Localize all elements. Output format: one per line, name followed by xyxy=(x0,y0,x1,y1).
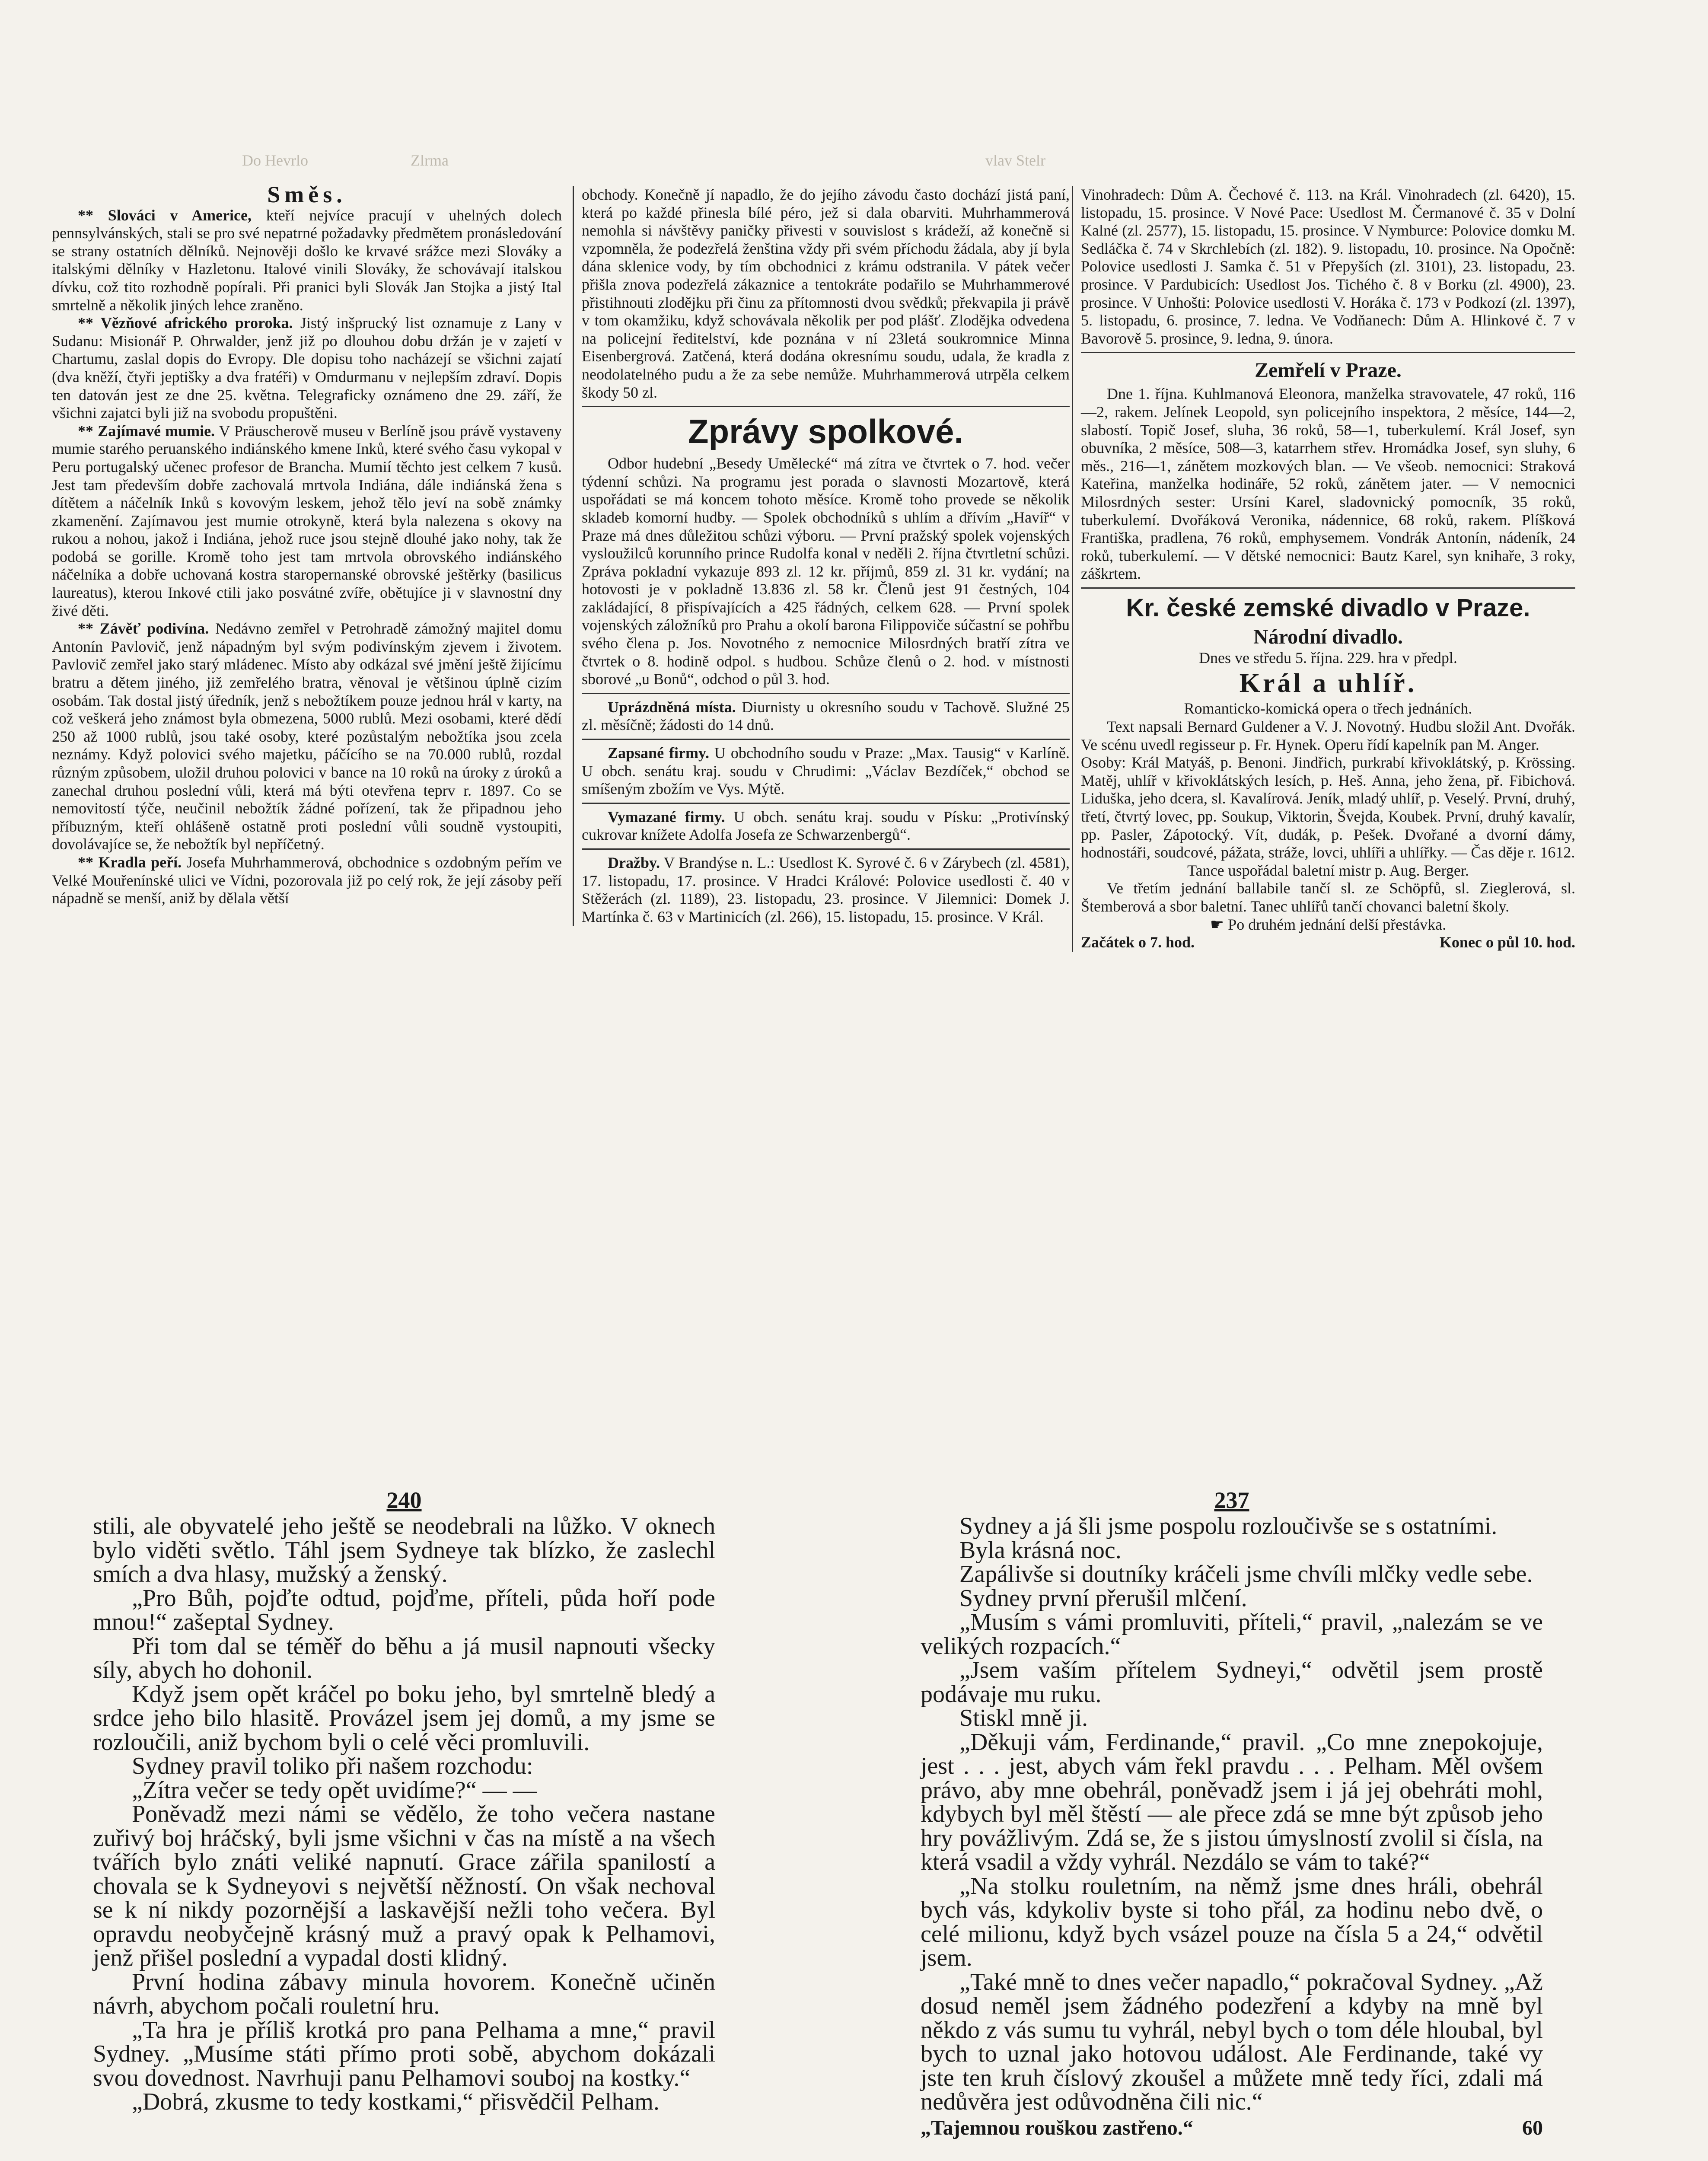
play-subtitle: Romanticko-komická opera o třech jednáních. xyxy=(1184,700,1472,717)
paragraph: „Děkuji vám, Ferdinande,“ pravil. „Co mne znepokojuje, jest . . . jest, abych vám řekl pravdu . . . Pelham. Měl ovšem právo, aby mne obehrál, poněvadž jsem i já jej obehráti mohl, kdybych byl měl štěstí — ale přece zdá se mne být způsob jeho hry povážlivým. Zdá se, že s jistou úmyslností zvolil si čísla, na která vsadil a vždy vyhrál. Nezdálo se vám to také?“ xyxy=(921,1728,1543,1875)
divider xyxy=(1081,352,1575,353)
section-title-spolkove: Zprávy spolkové. xyxy=(688,412,964,451)
footer-sheet-number: 60 xyxy=(1522,2116,1543,2139)
deaths-list: Dne 1. října. Kuhlmanová Eleonora, manželka stravovatele, 47 roků, 116—2, rakem. Jelínek Leopold, syn policejního inspektora, 2 měsíce, 144—2, slabostí. Topič Josef, sluha, 36 roků, 58—1, tuberkulemí. Král Josef, syn obuvníka, 2 měsíce, 508—3, katarrhem střev. Hromádka Josef, syn sluhy, 6 měs., 216—1, zánětem mozkových blan. — Ve všeob. nemocnici: Straková Kateřina, manželka hodináře, 52 roků, zánětem jater. — V nemocnici Milosrdných sester: Ursíni Karel, sladovnický pomocník, 35 roků, tuberkulemí. Dvořáková Veronika, nádennice, 68 roků, rakem. Plíšková Františka, pradlena, 76 roků, emphysemem. Vondrák Antonín, nádeník, 24 roků, tuberkulemí. — V dětské nemocnici: Bautz Karel, syn knihaře, 3 roky, záškrtem. xyxy=(1081,385,1575,583)
page-number: 240 xyxy=(386,1487,422,1513)
auctions-continued: Vinohradech: Dům A. Čechové č. 113. na Král. Vinohradech (zl. 6420), 15. listopadu, 15. prosince. V Nové Pace: Usedlost M. Čermanové č. 35 v Dolní Kalné (zl. 2577), 15. listopadu, 15. prosince. V Nymburce: Polovice domku M. Sedláčka č. 74 v Skrchlebích (zl. 182). 9. listopadu, 10. prosince. Na Opočně: Polovice usedlosti J. Samka č. 51 v Přepyších (zl. 3101), 23. listopadu, 23. prosince. V Pardubicích: Usedlost Jos. Tichého č. 8 v Borku (zl. 4900), 23. prosince. V Unhošti: Polovice usedlosti V. Horáka č. 173 v Podkozí (zl. 1397), 5. listopadu, 6. prosince, 7. ledna. Ve Vodňanech: Dům A. Hlinkové č. 7 v Bavorově 5. prosince, 9. ledna, 9. února. xyxy=(1081,186,1575,347)
paragraph: „Na stolku rouletním, na němž jsme dnes hráli, obehrál bych vás, kdykoliv byste si toho přál, za hodinu nebo dvě, o celé milionu, když bych vsázel pouze na čísla 5 a 24,“ odvětil jsem. xyxy=(921,1872,1543,1971)
paragraph: Zapálivše si doutníky kráčeli jsme chvíli mlčky vedle sebe. xyxy=(959,1561,1533,1587)
novel-page-right xyxy=(921,1487,1543,2140)
play-title: Král a uhlíř. xyxy=(1239,669,1417,698)
paragraph: „Zítra večer se tedy opět uvidíme?“ — — xyxy=(132,1776,537,1804)
paragraph: Když jsem opět kráčel po boku jeho, byl smrtelně bledý a srdce jeho bilo hlasitě. Provázel jsem jej domů, a my jsme se rozloučili, aniž bychom byli o celé věci promluvili. xyxy=(93,1680,715,1756)
article: ** Zajímavé mumie. V Präuscherově museu v Berlíně jsou právě vystaveny mumie starého peruanského indiánského kmene Inků, které svého času vykopal v Peru portugalský učenec profesor de Brancha. Mumií těchto jest celkem 7 kusů. Jest tam především dobře zachovalá mrtvola Indiána, dále indiánská žena s dítětem a náčelník Inků s kovovým leskem, jehož tělo jeví na sobě známky zkamenění. Zajímavou jest mumie otrokyně, která byla nalezena s okovy na rukou a nohou, jakož i Indiána, jehož ruce jsou stejně dlouhé jako nohy, tak že podobá se gorille. Kromě toho jest tam mrtvola obrovského indiánského náčelníka a dobře uchovaná kostra staropernanské obrovské ještěrky (basilicus laureatus), kterou Inkové ctili jako posvátné zvíře, obětujíce ji v slavnostní dny živé děti. xyxy=(52,422,562,619)
paragraph: Sydney první přerušil mlčení. xyxy=(959,1584,1247,1612)
divider xyxy=(582,739,1070,740)
paragraph: „Jsem vaším přítelem Sydneyi,“ odvětil jsem prostě podávaje mu ruku. xyxy=(921,1657,1543,1708)
paragraph: Stiskl mně ji. xyxy=(959,1705,1088,1731)
page-footer xyxy=(921,2116,1543,2140)
notice-vacancies: Uprázdněná místa. Diurnisty u okresního soudu v Tachově. Služné 25 zl. měsíčně; žádosti do 14 dnů. xyxy=(582,698,1070,734)
divider xyxy=(582,693,1070,694)
faded-header-right: vlav Stelr xyxy=(985,152,1045,169)
dances-note: Tance uspořádal baletní mistr p. Aug. Berger. xyxy=(1187,861,1469,879)
show-times xyxy=(1081,934,1575,952)
club-news: Odbor hudební „Besedy Umělecké“ má zítra ve čtvrtek o 7. hod. večer týdenní schůzi. Na programu jest porada o slavnosti Mozartově, která uspořádati se má koncem tohoto měsíce. Kromě toho provede se několik skladeb komorní hudby. — Spolek obchodníků s uhlím a dřívím „Havíř“ v Praze má dnes důležitou schůzi výboru. — První pražský spolek vojenských vysloužilců korunního prince Rudolfa konal v neděli 2. října čtvrtletní schůzi. Zpráva pokladní vykazuje 893 zl. 12 kr. příjmů, 859 zl. 31 kr. vydání; na hotovosti je v pokladně 13.836 zl. 58 kr. Členů jest 91 čestných, 104 zakládající, 8 přispívajících a 425 řádných, celkem 628. — První spolek vojenských záložníků pro Prahu a okolí barona Filippoviče súčastní se pohřbu svého člena p. Jos. Novotného z nemocnice Milosrdných bratří zítra ve čtvrtek o 8. hodině odpol. s hudbou. Schůze členů o 2. hod. v místnosti sborové „u Bonů“, odchod o půl 3. hod. xyxy=(582,455,1070,688)
paragraph: „Ta hra je příliš krotká pro pana Pelhama a mne,“ pravil Sydney. „Musíme státi přímo proti sobě, abychom dokázali svou dovednost. Navrhuji panu Pelhamovi souboj na kostky.“ xyxy=(93,2016,715,2091)
paragraph: Sydney a já šli jsme pospolu rozloučivše se s ostatními. xyxy=(959,1513,1498,1539)
paragraph: Sydney pravil toliko při našem rozchodu: xyxy=(132,1753,533,1779)
ballet-note: Ve třetím jednání ballabile tančí sl. ze Schöpfů, sl. Zieglerová, sl. Štemberová a sbor baletní. Tanec uhlířů tančí chovanci baletní školy. xyxy=(1081,880,1575,915)
divider xyxy=(1081,587,1575,589)
notice-registered-firms: Zapsané firmy. U obchodního soudu v Praze: „Max. Tausig“ v Karlíně. U obch. senátu kraj. soudu v Chrudimi: „Václav Bezdíček,“ obchod se smíšeným zbožím ve Vys. Mýtě. xyxy=(582,744,1070,798)
notice-deleted-firms: Vymazané firmy. U obch. senátu kraj. soudu v Písku: „Protivínský cukrovar knížete Adolfa Josefa ze Schwarzenbergů“. xyxy=(582,808,1070,844)
section-title-smes: Směs. xyxy=(267,182,347,207)
footer-title: „Tajemnou rouškou zastřeno.“ xyxy=(921,2116,1193,2139)
paragraph: stili, ale obyvatelé jeho ještě se neodebrali na lůžko. V oknech bylo viděti světlo. Táhl jsem Sydneye tak blízko, že zaslechl smích a dva hlasy, mužský a ženský. xyxy=(93,1513,715,1587)
notice-auctions: Dražby. V Brandýse n. L.: Usedlost K. Syrové č. 6 v Zárybech (zl. 4581), 17. listopadu, 17. prosince. V Hradci Králové: Polovice usedlosti č. 40 v Stěžerách (zl. 1189), 23. listopadu, 23. prosince. V Jilemnici: Domek J. Martínka č. 63 v Martinicích (zl. 266), 15. listopadu, 15. prosince. V Král. xyxy=(582,854,1070,925)
paragraph: „Pro Bůh, pojďte odtud, pojďme, příteli, půda hoří pode mnou!“ zašeptal Sydney. xyxy=(93,1584,715,1635)
play-cast: Osoby: Král Matyáš, p. Benoni. Jindřich, purkrabí křivoklátský, p. Krössing. Matěj, uhlíř v křivoklátských lesích, p. Heš. Anna, jeho žena, př. Fibichová. Liduška, jeho dcera, sl. Kavalírová. Jeník, mladý uhlíř, p. Veselý. První, druhý, třetí, čtvrtý lovec, pp. Soukup, Viktorin, Švejda, Koubek. První, druhý kavalír, pp. Pasler, Zápotocký. Vít, dudák, p. Pešek. Dvořané a dvorní dámy, hodnostáři, soudcové, pážata, stráže, lovci, uhlíři a uhlířky. — Čas děje r. 1612. xyxy=(1081,754,1575,861)
divider xyxy=(582,803,1070,804)
divider xyxy=(582,848,1070,850)
paragraph: „Musím s vámi promluviti, příteli,“ pravil, „nalezám se ve velikých rozpacích.“ xyxy=(921,1609,1543,1660)
end-time: Konec o půl 10. hod. xyxy=(1439,934,1575,951)
section-title-deaths: Zemřelí v Praze. xyxy=(1255,359,1402,382)
faded-header-mid: Zlrma xyxy=(411,152,449,169)
start-time: Začátek o 7. hod. xyxy=(1081,934,1195,951)
divider xyxy=(582,406,1070,407)
paragraph: „Dobrá, zkusme to tedy kostkami,“ přisvědčil Pelham. xyxy=(132,2088,660,2115)
column-right xyxy=(1072,186,1575,952)
article: ** Vězňové afrického proroka. Jistý inšprucký list oznamuje z Lany v Sudanu: Misionář P. Ohrwalder, jenž již po dlouhou dobu držán je v zajetí v Chartumu, zaslal dopis do Evropy. Dle dopisu toho nacházejí se všichni zajatí (dva kněží, čtyři jeptišky a dva fratéři) v Omdurmanu v nejlepším zdraví. Dopis ten datován jest ze dne 25. května. Telegraficky oznámeno dne 29. září, že všichni zajatci byli již na svobodu propuštěni. xyxy=(52,314,562,422)
article: ** Slováci v Americe, kteří nejvíce pracují v uhelných dolech pennsylvánských, stali se pro své nepatrné požadavky předmětem pronásledování se strany ostatních dělníků. Nejnověji došlo ke krvavé srážce mezi Slováky a italskými dělníky v Hazletonu. Italové vinili Slováky, že schovávají italskou dívku, což tito rozhodně popírali. Při pranici byli Slovák Jan Stojka a jistý Ital smrtelně a několik jiných lehce zraněno. xyxy=(52,206,562,314)
theatre-name: Národní divadlo. xyxy=(1253,625,1403,648)
column-smes xyxy=(52,182,562,908)
intermission-note: ☛ Po druhém jednání delší přestávka. xyxy=(1210,915,1447,933)
novel-page-left xyxy=(93,1487,715,2114)
paragraph: Byla krásná noc. xyxy=(959,1536,1122,1564)
performance-date: Dnes ve středu 5. října. 229. hra v předpl. xyxy=(1199,649,1457,666)
paragraph: Při tom dal se téměř do běhu a já musil napnouti všecky síly, abych ho dohonil. xyxy=(93,1632,715,1683)
article-continued: obchody. Konečně jí napadlo, že do jejího závodu často dochází jistá paní, která po každé přinesla bílé péro, jež si dala obarviti. Muhrhammerová nemohla si návštěvy paničky přivesti v souvislost s krádeží, až konečně si vzpomněla, že podezřelá ženština vždy při svém příchodu žádala, aby jí byla dána sklenice vody, by tím obchodnici z krámu odstranila. V pátek večer přišla znova podezřelá zákaznice a tentokráte podařilo se Muhrhammerové přistihnouti zlodějku při činu za přítomnosti dvou svědků; překvapila ji právě v tom okamžiku, když schovávala několik per pod plášť. Zlodějka odvedena na policejní ředitelství, kde poznána v ní 23letá soukromnice Minna Eisenbergrová. Zatčená, která dodána okresnímu soudu, udala, že kradla z neodolatelného pudu a že za sebe nemůže. Muhrhammerová utrpěla celkem škody 50 zl. xyxy=(582,186,1070,401)
paragraph: „Také mně to dnes večer napadlo,“ pokračoval Sydney. „Až dosud neměl jsem žádného podezření a kdyby na mně byl někdo z vás sumu tu vyhrál, nebyl bych o tom déle hloubal, byl bych to uznal jako hotovou událost. Ale Ferdinande, také vy jste ten kruh číslový zkoušel a můžete mně tedy říci, zdali má nedůvěra jest odůvodněna čili nic.“ xyxy=(921,1968,1543,2115)
faded-header-left: Do Hevrlo xyxy=(242,152,308,169)
article: ** Kradla peří. Josefa Muhrhammerová, obchodnice s ozdobným peřím ve Velké Mouřenínské ulici ve Vídni, pozorovala již po celý rok, že její zásoby peří nápadně se menší, aniž by dělala větší xyxy=(52,853,562,907)
section-title-theatre: Kr. české zemské divadlo v Praze. xyxy=(1126,593,1530,622)
paragraph: První hodina zábavy minula hovorem. Konečně učiněn návrh, abychom počali rouletní hru. xyxy=(93,1968,715,2019)
paragraph: Poněvadž mezi námi se vědělo, že toho večera nastane zuřivý boj hráčský, byli jsme všichni v čas na místě a na všech tvářích bylo znáti veliké napnutí. Grace zářila spanilostí a chovala se k Sydneyovi s největší něžností. On však nechoval se k ní nikdy pozornější a laskavější nežli toho večera. Byl opravdu neobyčejně krásný muž a pravý opak k Pelhamovi, jenž přišel poslední a vypadal dosti klidný. xyxy=(93,1801,715,1971)
page-number: 237 xyxy=(1214,1487,1249,1513)
play-credits: Text napsali Bernard Guldener a V. J. Novotný. Hudbu složil Ant. Dvořák. Ve scénu uvedl regisseur p. Fr. Hynek. Operu řídí kapelník pan M. Anger. xyxy=(1081,718,1575,753)
article: ** Závěť podivína. Nedávno zemřel v Petrohradě zámožný majitel domu Antonín Pavlovič, jenž nápadným byl svým podivínským zjevem i životem. Pavlovič zemřel jako starý mládenec. Místo aby odkázal své jmění ještě žijícímu bratru a dětem jiného, již zemřelého bratra, věnoval je většinou úplně cizím osobám. Tak dostal jistý úředník, jenž s nebožtíkem pouze jednou hrál v karty, na což veškerá jeho známost byla obmezena, 5000 rublů. Mezi osobami, které dědí 250 až 1000 rublů, jsou také osoby, které pozůstalým nebožtíka jsou zcela neznámy. Když polovici svého majetku, páčícího se na 70.000 rublů, rozdal různým způsobem, uložil druhou polovici v bance na 10 roků na úroky z úroků a zanechal druhou poslední vůli, která má býti otevřena teprv r. 1897. Co se nemovitostí týče, neučinil nebožtík žádné pořízení, tak že připadnou jeho příbuzným, kteří ohlášeně ostatně proti poslední vůli soudně vystoupiti, dovolávajíce se, že nebožtík byl nepříčetný. xyxy=(52,620,562,853)
column-middle xyxy=(573,186,1070,926)
